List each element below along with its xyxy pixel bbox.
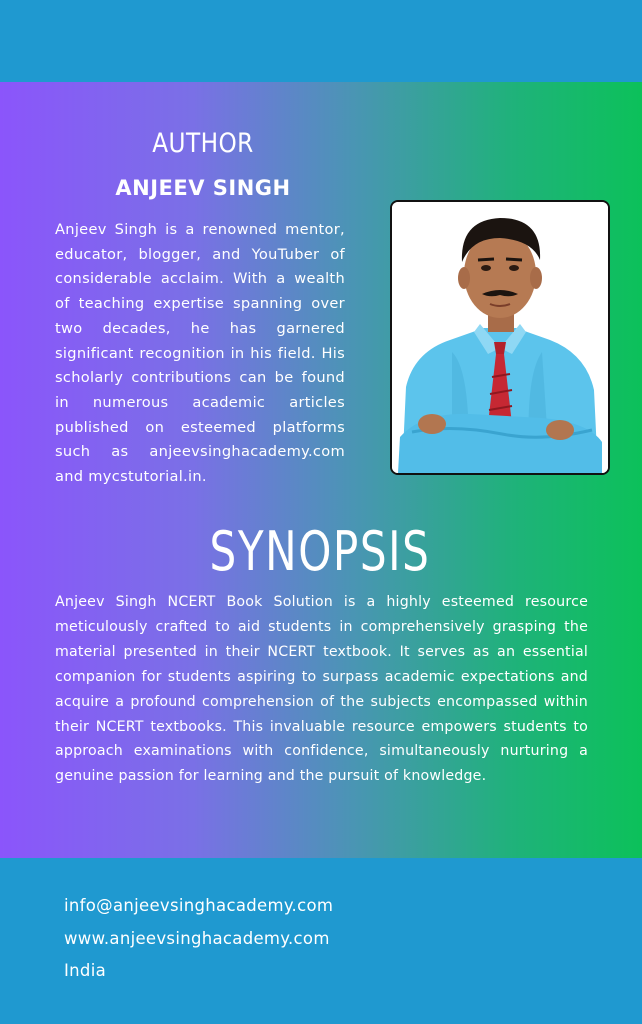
synopsis-heading: SYNOPSIS (209, 520, 431, 583)
contact-country: India (64, 961, 106, 980)
author-heading: AUTHOR (152, 128, 254, 159)
contact-email[interactable]: info@anjeevsinghacademy.com (64, 896, 334, 915)
author-name: ANJEEV SINGH (115, 176, 291, 200)
synopsis-text: Anjeev Singh NCERT Book Solution is a highly esteemed resource meticulously crafted to aid students in comprehensively grasping the material presented in their NCERT textbook. It serves as an essential companion for students aspiring to surpass academic expectations and acquire a profound comprehension of the subjects encompassed within their NCERT textbooks. This invaluable resource empowers students to approach examinations with confidence, simultaneously nurturing a genuine passion for learning and the pursuit of knowledge. (55, 594, 588, 785)
contact-website[interactable]: www.anjeevsinghacademy.com (64, 929, 330, 948)
top-band (0, 0, 642, 82)
author-photo (390, 200, 610, 475)
author-portrait-illustration (392, 202, 608, 473)
author-bio: Anjeev Singh is a renowned mentor, educator, blogger, and YouTuber of considerable acclaim. With a wealth of teaching expertise spanning over two decades, he has garnered significant recognition in his field. His scholarly contributions can be found in numerous academic articles published on esteemed platforms such as anjeevsinghacademy.com and mycstutorial.in. (55, 221, 345, 486)
